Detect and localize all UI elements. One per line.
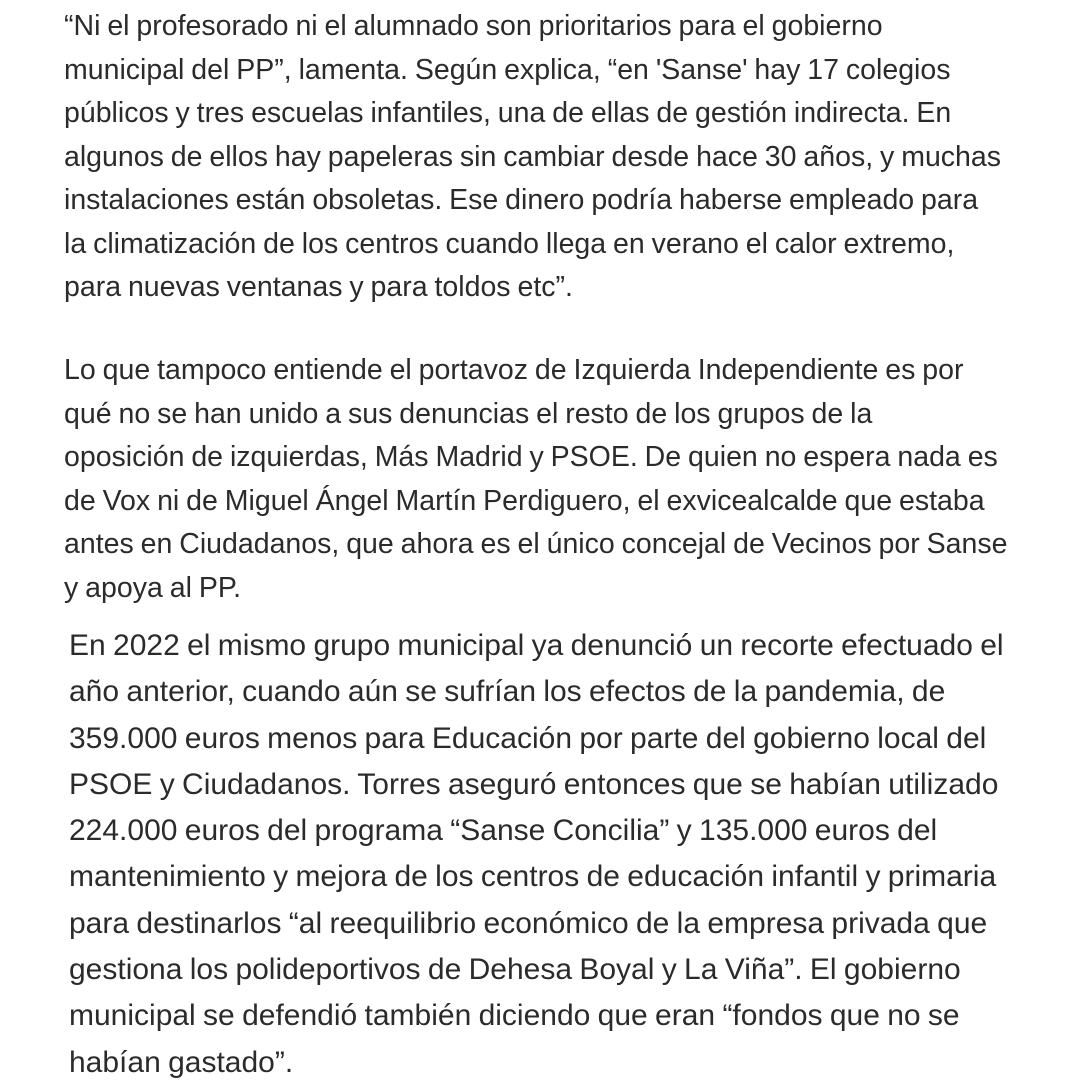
article-paragraph-opposition: Lo que tampoco entiende el portavoz de Izquierda Independiente es por qué no se han unido a sus denuncias el resto de los grupos de la oposición de izquierdas, Más Madrid y PSOE. De quien no espera nada es de Vox ni de Miguel Ángel Martín Perdiguero, el exvicealcalde que estaba antes en Ciudadanos, que ahora es el único concejal de Vecinos por Sanse y apoya al PP.: [64, 354, 1008, 604]
article-paragraph-2022-cut: En 2022 el mismo grupo municipal ya denunció un recorte efectuado el año anterior, cuando aún se sufrían los efectos de la pandemia, de 359.000 euros menos para Educación por parte del gobierno local del PSOE y Ciudadanos. Torres aseguró entonces que se habían utilizado 224.000 euros del programa “Sanse Concilia” y 135.000 euros del mantenimiento y mejora de los centros de educación infantil y primaria para destinarlos “al reequilibrio económico de la empresa privada que gestiona los polideportivos de Dehesa Boyal y La Viña”. El gobierno municipal se defendió también diciendo que eran “fondos que no se habían gastado”.: [69, 629, 1004, 1079]
article-paragraph-quote: “Ni el profesorado ni el alumnado son prioritarios para el gobierno municipal del PP”, lamenta. Según explica, “en 'Sanse' hay 17 colegios públicos y tres escuelas infantiles, una de ellas de gestión indirecta. En algunos de ellos hay papeleras sin cambiar desde hace 30 años, y muchas instalaciones están obsoletas. Ese dinero podría haberse empleado para la climatización de los centros cuando llega en verano el calor extremo, para nuevas ventanas y para toldos etc”.: [64, 10, 1002, 303]
